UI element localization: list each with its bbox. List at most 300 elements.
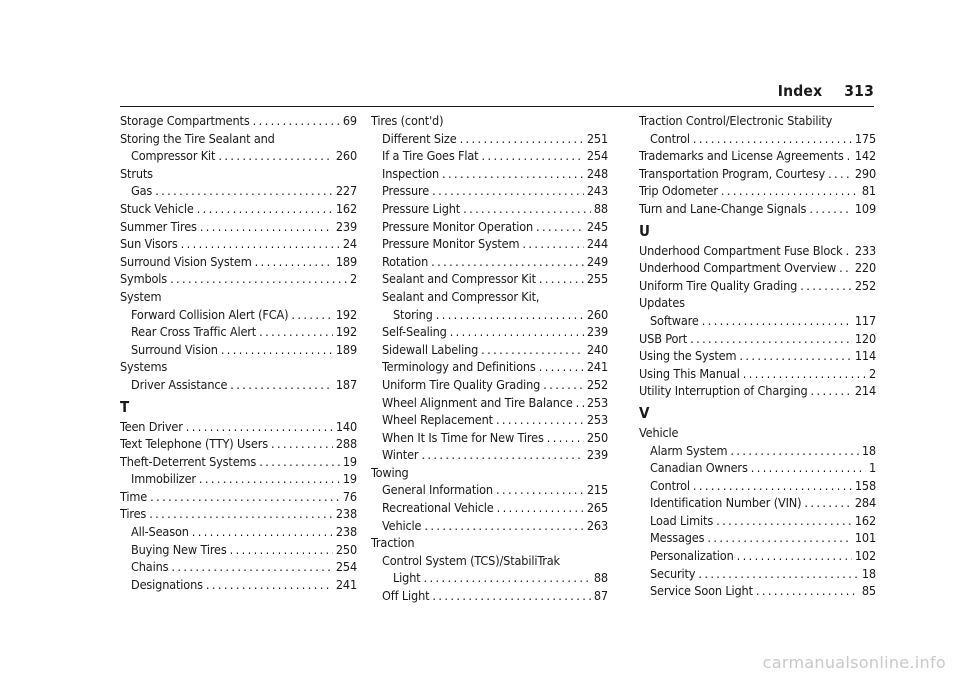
index-entry-label: Control xyxy=(650,130,690,146)
dot-leader xyxy=(432,182,584,200)
section-title: Index xyxy=(777,82,823,100)
index-entry-page: 254 xyxy=(335,559,357,575)
dot-leader xyxy=(698,565,859,583)
dot-leader xyxy=(149,505,333,523)
index-entry-page: 117 xyxy=(854,312,876,328)
dot-leader xyxy=(543,376,584,394)
index-entry xyxy=(371,569,608,587)
index-entry xyxy=(371,481,608,499)
index-entry xyxy=(639,130,876,148)
index-entry xyxy=(371,341,608,359)
dot-leader xyxy=(496,481,584,499)
index-entry xyxy=(120,218,357,236)
dot-leader xyxy=(481,147,583,165)
dot-leader xyxy=(421,446,583,464)
index-entry-label: Towing xyxy=(371,464,409,480)
index-entry xyxy=(371,112,608,130)
index-entry xyxy=(120,182,357,200)
index-entry-label: Stuck Vehicle xyxy=(120,200,194,216)
index-entry-label: Pressure Monitor System xyxy=(382,236,520,252)
index-entry xyxy=(371,165,608,183)
index-entry-label: Recreational Vehicle xyxy=(382,500,494,516)
index-entry-page: 189 xyxy=(335,253,357,269)
dot-leader xyxy=(431,253,584,271)
index-entry xyxy=(371,534,608,552)
index-entry xyxy=(120,435,357,453)
index-entry xyxy=(639,547,876,565)
index-entry-page: 253 xyxy=(586,412,608,428)
dot-leader xyxy=(259,323,333,341)
index-entry-label: Teen Driver xyxy=(120,418,183,434)
index-entry-label: Sun Visors xyxy=(120,236,178,252)
index-entry-label: Forward Collision Alert (FCA) xyxy=(131,306,289,322)
dot-leader xyxy=(171,558,332,576)
dot-leader xyxy=(721,182,859,200)
index-entry-page: 69 xyxy=(342,113,357,128)
index-entry-page: 81 xyxy=(861,183,876,199)
index-entry-page: 239 xyxy=(586,447,608,463)
dot-leader xyxy=(197,200,333,218)
index-entry xyxy=(120,376,357,394)
dot-leader xyxy=(259,453,340,471)
index-entry xyxy=(120,358,357,376)
dot-leader xyxy=(804,494,851,512)
index-entry-page: 19 xyxy=(342,471,357,487)
index-letter-heading: U xyxy=(639,221,650,240)
dot-leader xyxy=(192,523,333,541)
index-entry xyxy=(371,253,608,271)
index-entry-page: 288 xyxy=(335,436,357,452)
index-entry xyxy=(639,365,876,383)
index-entry-label: Sidewall Labeling xyxy=(382,341,479,357)
index-entry xyxy=(639,242,876,260)
page-number: 313 xyxy=(844,82,874,100)
index-entry-page: 214 xyxy=(854,383,876,399)
index-entry-page: 241 xyxy=(335,576,357,592)
index-entry-label: Storage Compartments xyxy=(120,113,250,128)
index-entry-page: 250 xyxy=(335,541,357,557)
index-entry-page: 248 xyxy=(586,165,608,181)
dot-leader xyxy=(847,147,852,165)
index-entry xyxy=(120,306,357,324)
index-entry-label: Underhood Compartment Fuse Block xyxy=(639,242,843,258)
index-entry-label: If a Tire Goes Flat xyxy=(382,148,479,164)
index-entry-label: Winter xyxy=(382,447,419,463)
index-entry-page: 239 xyxy=(335,218,357,234)
dot-leader xyxy=(846,242,852,260)
index-letter-heading: V xyxy=(639,403,650,422)
header-rule xyxy=(120,106,874,107)
dot-leader xyxy=(206,576,333,594)
index-entry-label: Different Size xyxy=(382,130,457,146)
index-entry xyxy=(120,235,357,253)
index-entry-label: Struts xyxy=(120,165,153,181)
index-entry-page: 101 xyxy=(854,530,876,546)
index-entry-label: Gas xyxy=(131,183,153,199)
index-entry-label: Service Soon Light xyxy=(650,583,753,599)
index-entry xyxy=(639,565,876,583)
index-entry-label: Alarm System xyxy=(650,442,728,458)
index-entry-label: Pressure xyxy=(382,183,430,199)
index-entry-label: Uniform Tire Quality Grading xyxy=(382,376,541,392)
index-entry-label: Trip Odometer xyxy=(639,183,718,199)
dot-leader xyxy=(424,569,591,587)
index-entry xyxy=(371,306,608,324)
index-entry xyxy=(639,424,876,442)
index-entry-label: Using the System xyxy=(639,348,737,364)
index-entry xyxy=(371,288,608,306)
dot-leader xyxy=(150,488,340,506)
index-entry xyxy=(639,494,876,512)
index-entry xyxy=(639,459,876,477)
index-column-1 xyxy=(120,112,357,593)
index-entry xyxy=(371,200,608,218)
index-entry xyxy=(371,429,608,447)
index-entry-label: Sealant and Compressor Kit xyxy=(382,271,536,287)
dot-leader xyxy=(751,459,866,477)
index-entry-label: Traction Control/Electronic Stability xyxy=(639,113,833,128)
index-entry-page: 253 xyxy=(586,394,608,410)
dot-leader xyxy=(522,235,583,253)
index-entry xyxy=(639,147,876,165)
dot-leader xyxy=(253,112,340,130)
index-entry xyxy=(371,147,608,165)
index-entry-page: 220 xyxy=(854,260,876,276)
index-entry-page: 187 xyxy=(335,376,357,392)
index-entry xyxy=(639,294,876,312)
page-header xyxy=(778,82,874,100)
dot-leader xyxy=(186,418,333,436)
index-entry-page: 140 xyxy=(335,418,357,434)
index-entry xyxy=(639,529,876,547)
dot-leader xyxy=(481,341,584,359)
dot-leader xyxy=(463,200,591,218)
dot-leader xyxy=(702,312,852,330)
index-entry-page: 238 xyxy=(335,506,357,522)
index-entry-label: Theft-Deterrent Systems xyxy=(120,453,257,469)
index-entry-page: 19 xyxy=(342,453,357,469)
index-entry xyxy=(120,288,357,306)
index-entry-page: 175 xyxy=(854,130,876,146)
dot-leader xyxy=(539,358,584,376)
index-column-2 xyxy=(371,112,608,605)
index-entry-label: Off Light xyxy=(382,588,430,604)
index-entry-label: Inspection xyxy=(382,165,440,181)
index-entry xyxy=(120,453,357,471)
index-entry xyxy=(120,488,357,506)
dot-leader xyxy=(693,477,852,495)
index-entry-label: Rotation xyxy=(382,253,429,269)
index-entry xyxy=(120,165,357,183)
dot-leader xyxy=(743,365,866,383)
index-entry xyxy=(639,582,876,600)
dot-leader xyxy=(809,200,852,218)
index-entry-page: 251 xyxy=(586,130,608,146)
index-entry-page: 76 xyxy=(342,488,357,504)
index-entry-label: Vehicle xyxy=(639,424,679,440)
index-entry-page: 88 xyxy=(593,200,608,216)
index-entry-label: Buying New Tires xyxy=(131,541,227,557)
index-entry-label: Security xyxy=(650,565,696,581)
index-entry-label: Uniform Tire Quality Grading xyxy=(639,277,798,293)
dot-leader xyxy=(690,330,852,348)
dot-leader xyxy=(811,382,852,400)
dot-leader xyxy=(576,394,584,412)
dot-leader xyxy=(460,130,584,148)
index-entry xyxy=(371,323,608,341)
index-entry-page: 88 xyxy=(593,570,608,586)
index-entry-page: 109 xyxy=(854,200,876,216)
index-entry xyxy=(639,112,876,130)
dot-leader xyxy=(496,411,584,429)
index-entry-page: 240 xyxy=(586,341,608,357)
dot-leader xyxy=(271,435,333,453)
index-entry xyxy=(371,517,608,535)
index-entry xyxy=(371,235,608,253)
index-entry-label: When It Is Time for New Tires xyxy=(382,429,544,445)
index-entry-page: 244 xyxy=(586,236,608,252)
index-entry-page: 1 xyxy=(868,460,876,476)
index-entry-page: 243 xyxy=(586,183,608,199)
index-entry-label: Immobilizer xyxy=(131,471,196,487)
index-entry xyxy=(120,523,357,541)
dot-leader xyxy=(839,259,852,277)
index-entry xyxy=(371,182,608,200)
index-entry xyxy=(639,312,876,330)
index-entry-label: Using This Manual xyxy=(639,365,740,381)
index-entry-label: Light xyxy=(393,570,421,586)
dot-leader xyxy=(181,235,340,253)
index-entry-label: Storing the Tire Sealant and xyxy=(120,130,275,146)
index-entry-page: 2 xyxy=(349,271,357,287)
index-entry-page: 2 xyxy=(868,365,876,381)
index-entry-page: 120 xyxy=(854,330,876,346)
index-entry-page: 238 xyxy=(335,524,357,540)
dot-leader xyxy=(707,529,851,547)
index-entry xyxy=(120,470,357,488)
dot-leader xyxy=(291,306,332,324)
index-entry-label: Control System (TCS)/StabiliTrak xyxy=(382,552,560,568)
index-entry-page: 263 xyxy=(586,517,608,533)
dot-leader xyxy=(436,306,584,324)
index-entry-page: 239 xyxy=(586,324,608,340)
index-entry-page: 249 xyxy=(586,253,608,269)
index-entry-page: 24 xyxy=(342,236,357,252)
index-entry-label: Pressure Light xyxy=(382,200,461,216)
index-entry xyxy=(120,576,357,594)
index-entry xyxy=(371,411,608,429)
index-entry-page: 233 xyxy=(854,242,876,258)
dot-leader xyxy=(800,277,852,295)
dot-leader xyxy=(221,341,333,359)
index-entry-page: 192 xyxy=(335,324,357,340)
index-entry-page: 260 xyxy=(586,306,608,322)
index-entry-page: 192 xyxy=(335,306,357,322)
dot-leader xyxy=(170,270,347,288)
index-entry-page: 254 xyxy=(586,148,608,164)
dot-leader xyxy=(716,512,852,530)
index-entry-page: 250 xyxy=(586,429,608,445)
index-letter-heading: T xyxy=(120,397,130,416)
index-entry-page: 18 xyxy=(861,565,876,581)
dot-leader xyxy=(828,165,852,183)
index-entry xyxy=(639,330,876,348)
index-entry xyxy=(371,446,608,464)
index-entry-label: Trademarks and License Agreements xyxy=(639,148,844,164)
index-entry-label: Canadian Owners xyxy=(650,460,748,476)
dot-leader xyxy=(539,270,584,288)
index-entry-label: All-Season xyxy=(131,524,189,540)
index-entry xyxy=(371,270,608,288)
dot-leader xyxy=(424,517,583,535)
index-entry xyxy=(371,552,608,570)
index-entry-label: Storing xyxy=(393,306,433,322)
index-entry-label: Pressure Monitor Operation xyxy=(382,218,534,234)
index-entry-label: Summer Tires xyxy=(120,218,197,234)
index-entry-label: General Information xyxy=(382,482,493,498)
index-entry-page: 142 xyxy=(854,148,876,164)
index-entry-page: 255 xyxy=(586,271,608,287)
index-entry xyxy=(639,477,876,495)
index-entry-page: 102 xyxy=(854,548,876,564)
dot-leader xyxy=(200,218,333,236)
index-entry xyxy=(371,358,608,376)
index-entry-label: Traction xyxy=(371,535,415,551)
dot-leader xyxy=(739,347,851,365)
dot-leader xyxy=(155,182,333,200)
index-entry xyxy=(639,200,876,218)
watermark-text: carmanualsonline.info xyxy=(762,653,946,672)
index-entry xyxy=(120,505,357,523)
index-entry-page: 290 xyxy=(854,165,876,181)
dot-leader xyxy=(756,582,859,600)
dot-leader xyxy=(255,253,333,271)
index-entry-label: Messages xyxy=(650,530,705,546)
index-entry xyxy=(639,277,876,295)
index-column-3 xyxy=(639,112,876,600)
index-entry-label: Self-Sealing xyxy=(382,324,447,340)
dot-leader xyxy=(230,541,333,559)
index-entry xyxy=(120,323,357,341)
index-entry xyxy=(120,147,357,165)
index-entry xyxy=(120,270,357,288)
index-entry-label: Surround Vision xyxy=(131,341,218,357)
index-entry xyxy=(639,165,876,183)
dot-leader xyxy=(547,429,584,447)
index-entry-page: 215 xyxy=(586,482,608,498)
index-entry-label: Turn and Lane-Change Signals xyxy=(639,200,807,216)
index-entry xyxy=(120,541,357,559)
dot-leader xyxy=(450,323,584,341)
index-entry-label: Rear Cross Traffic Alert xyxy=(131,324,257,340)
index-entry xyxy=(371,587,608,605)
index-entry xyxy=(120,200,357,218)
index-entry-page: 162 xyxy=(854,512,876,528)
index-entry-label: Wheel Alignment and Tire Balance xyxy=(382,394,573,410)
index-entry xyxy=(120,112,357,130)
index-entry xyxy=(120,341,357,359)
index-entry xyxy=(371,218,608,236)
index-entry-label: Control xyxy=(650,477,690,493)
index-entry-page: 189 xyxy=(335,341,357,357)
index-entry-label: Underhood Compartment Overview xyxy=(639,260,837,276)
index-entry-label: Symbols xyxy=(120,271,168,287)
dot-leader xyxy=(730,442,859,460)
dot-leader xyxy=(536,218,584,236)
index-entry-page: 87 xyxy=(593,588,608,604)
index-entry xyxy=(639,182,876,200)
index-entry-label: Load Limits xyxy=(650,512,714,528)
index-entry-page: 18 xyxy=(861,442,876,458)
index-entry xyxy=(639,259,876,277)
index-entry-label: Utility Interruption of Charging xyxy=(639,383,808,399)
index-entry-page: 284 xyxy=(854,495,876,511)
index-entry-page: 241 xyxy=(586,359,608,375)
index-entry-page: 252 xyxy=(586,376,608,392)
index-entry xyxy=(639,512,876,530)
index-entry-label: Systems xyxy=(120,359,168,375)
index-entry xyxy=(371,394,608,412)
index-entry xyxy=(639,382,876,400)
index-entry xyxy=(120,418,357,436)
index-entry-page: 85 xyxy=(861,583,876,599)
index-entry xyxy=(120,253,357,271)
index-entry-label: Terminology and Definitions xyxy=(382,359,536,375)
index-entry xyxy=(371,130,608,148)
index-entry-label: Sealant and Compressor Kit, xyxy=(382,288,540,304)
index-entry-label: Transportation Program, Courtesy xyxy=(639,165,826,181)
index-entry-label: Software xyxy=(650,312,699,328)
index-entry-label: Surround Vision System xyxy=(120,253,252,269)
index-entry-label: Personalization xyxy=(650,548,734,564)
index-entry xyxy=(639,442,876,460)
dot-leader xyxy=(199,470,340,488)
dot-leader xyxy=(432,587,590,605)
index-entry-label: Designations xyxy=(131,576,203,592)
index-entry xyxy=(120,130,357,148)
index-entry-label: Identification Number (VIN) xyxy=(650,495,802,511)
index-entry-label: System xyxy=(120,288,162,304)
index-entry xyxy=(120,558,357,576)
dot-leader xyxy=(230,376,333,394)
index-entry-label: Chains xyxy=(131,559,169,575)
index-entry-label: Wheel Replacement xyxy=(382,412,493,428)
index-entry xyxy=(371,376,608,394)
index-entry xyxy=(371,499,608,517)
index-entry-label: Updates xyxy=(639,295,685,311)
index-entry-page: 252 xyxy=(854,277,876,293)
index-entry xyxy=(639,347,876,365)
index-entry-page: 114 xyxy=(854,348,876,364)
index-entry-page: 260 xyxy=(335,148,357,164)
index-entry-label: Text Telephone (TTY) Users xyxy=(120,436,269,452)
index-entry-label: Driver Assistance xyxy=(131,376,228,392)
index-entry-page: 265 xyxy=(586,500,608,516)
index-entry-label: USB Port xyxy=(639,330,688,346)
index-entry xyxy=(371,464,608,482)
index-entry-label: Compressor Kit xyxy=(131,148,216,164)
index-entry-page: 158 xyxy=(854,477,876,493)
index-entry-label: Vehicle xyxy=(382,517,422,533)
index-entry-label: Tires xyxy=(120,506,147,522)
dot-leader xyxy=(442,165,584,183)
dot-leader xyxy=(497,499,584,517)
index-entry-label: Time xyxy=(120,488,148,504)
index-entry-page: 245 xyxy=(586,218,608,234)
dot-leader xyxy=(218,147,332,165)
dot-leader xyxy=(737,547,852,565)
index-entry-page: 227 xyxy=(335,183,357,199)
